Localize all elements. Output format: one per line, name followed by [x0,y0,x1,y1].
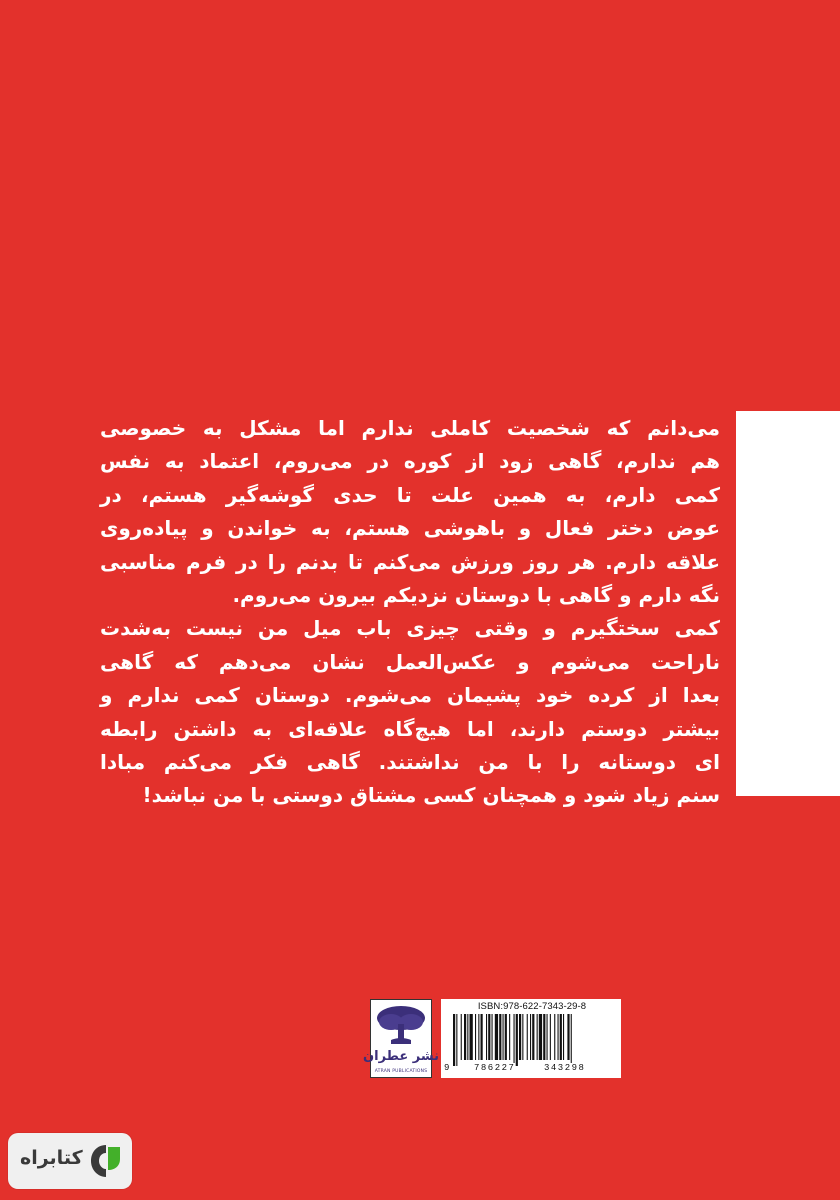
tree-logo-icon [363,1000,439,1070]
svg-text:نشر عطران: نشر عطران [363,1049,439,1064]
isbn-label: ISBN:978-622-7343-29-8 [477,1001,587,1012]
barcode-bar [464,1014,466,1060]
barcode-bar [522,1014,523,1060]
barcode-bar [481,1014,483,1060]
blurb-line: نگه دارم و گاهی با دوستان نزدیکم بیرون می‌روم. [232,583,720,608]
barcode-bar [547,1014,548,1060]
barcode-bar [486,1014,487,1060]
barcode-bar [467,1014,468,1060]
barcode-bar [571,1014,572,1066]
blurb-line: هم ندارم، گاهی زود از کوره در می‌روم، اعتماد به نفس [100,449,720,474]
barcode-bar [495,1014,498,1060]
barcode-bar [543,1014,545,1060]
blurb-line: ناراحت می‌شوم و عکس‌العمل نشان می‌دهم که گاهی [100,649,720,674]
blurb-line: کمی دارم، به همین علت تا حدی گوشه‌گیر هستم، در [100,482,720,507]
barcode-bars [451,1014,613,1066]
blurb-line: کمی سختگیرم و وقتی چیزی باب میل من نیست به‌شدت [100,616,720,641]
barcode-bar [563,1014,564,1060]
barcode-bar [516,1014,518,1066]
barcode-bar [453,1014,455,1066]
barcode-bar [527,1014,528,1060]
barcode-bar [478,1014,479,1060]
barcode-bar [539,1014,542,1060]
barcode-bar [499,1014,501,1060]
barcode-bar [509,1014,510,1060]
barcode-bar [537,1014,538,1060]
barcode-bar [514,1014,515,1066]
barcode-bar [558,1014,559,1060]
barcode-bar [470,1014,473,1060]
back-cover-blurb [100,412,720,813]
barcode-bar [461,1014,462,1060]
publisher-latin-name: ATRAN PUBLICATIONS [374,1069,428,1074]
barcode-bar [554,1014,555,1060]
barcode-bar [456,1014,457,1066]
kitabrah-watermark [8,1133,132,1189]
barcode-bar [532,1014,534,1060]
barcode-bar [560,1014,562,1060]
barcode-bar [505,1014,507,1060]
blurb-line: می‌دانم که شخصیت کاملی ندارم اما مشکل به خصوصی [100,416,720,440]
barcode-bar [488,1014,490,1060]
blurb-line: بعدا از کرده خود پشیمان می‌شوم. دوستان کمی ندارم و [100,683,720,708]
barcode-bar [550,1014,551,1060]
kitabrah-logo-icon [88,1143,124,1179]
blurb-line: سنم زیاد شود و همچنان کسی مشتاق دوستی با من نباشد! [142,783,720,808]
barcode-bar [492,1014,493,1060]
barcode-bar [567,1014,569,1060]
blurb-line: علاقه دارم. هر روز ورزش می‌کنم تا بدنم را در فرم مناسبی [100,549,720,574]
barcode-box [441,999,621,1078]
publisher-logo [363,999,439,1078]
blurb-line: عوض دختر فعال و باهوشی هستم، به خواندن و پیاده‌روی [100,516,720,541]
barcode-bar [503,1014,504,1060]
kitabrah-label: کتابراه [20,1147,83,1169]
barcode-bar [519,1014,521,1060]
barcode-digit-first: 9 [444,1063,450,1073]
barcode-bar [530,1014,531,1060]
blurb-line: بیشتر دوستم دارند، اما هیچ‌گاه علاقه‌ای به داشتن رابطه [100,716,720,741]
barcode-digits-left: 786227 [474,1063,516,1073]
barcode-digits-right: 343298 [544,1063,586,1073]
white-side-tab [736,411,840,796]
barcode-bar [475,1014,476,1060]
blurb-line: ای دوستانه را با من نداشتند. گاهی فکر می‌کنم مبادا [100,750,720,775]
